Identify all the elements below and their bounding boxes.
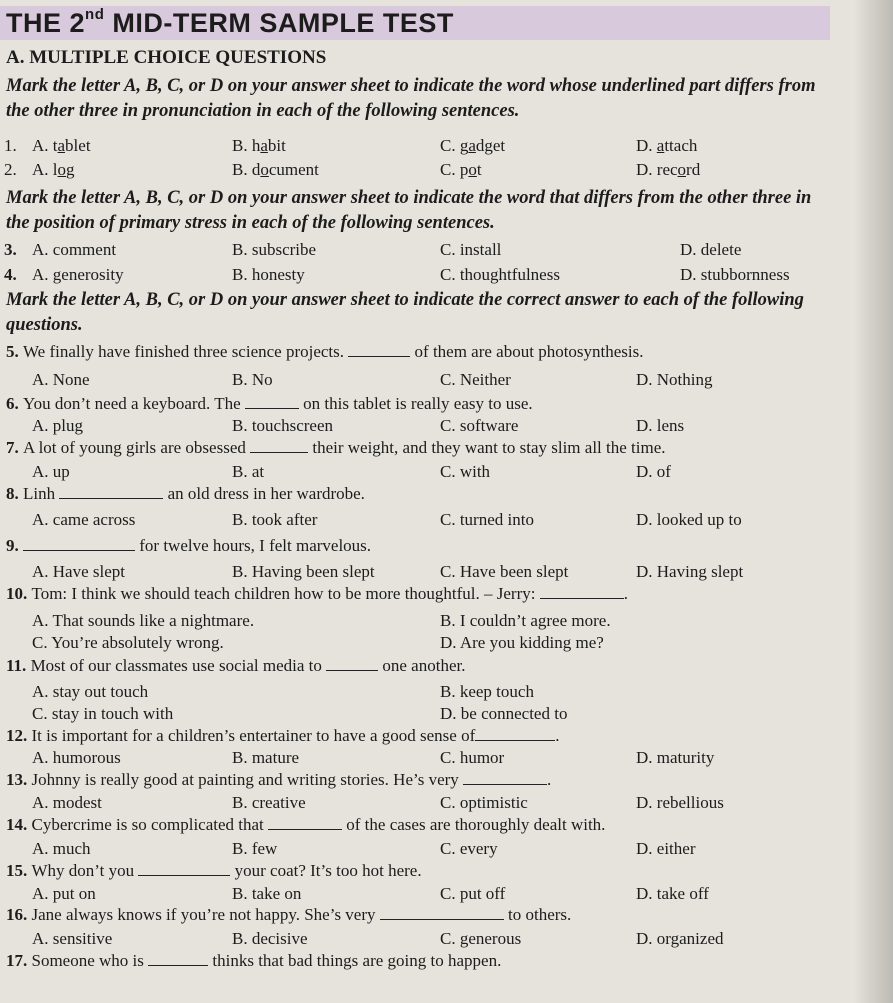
- answer-option: D. delete: [680, 240, 742, 259]
- answer-blank: [326, 656, 378, 671]
- answer-option: B. keep touch: [440, 682, 534, 701]
- question-stem: 8. Linh an old dress in her wardrobe.: [6, 484, 365, 503]
- answer-option: D. stubbornness: [680, 265, 790, 284]
- answer-option: C. optimistic: [440, 793, 528, 812]
- question-stem: 15. Why don’t you your coat? It’s too hot here.: [6, 861, 422, 880]
- instruction-pronunciation: Mark the letter A, B, C, or D on your answer sheet to indicate the word whose underlined part differs from the other three in pronunciation in each of the following sentences.: [6, 76, 816, 121]
- answer-option: B. subscribe: [232, 240, 317, 259]
- answer-option: B. No: [232, 370, 273, 389]
- answer-option: B. I couldn’t agree more.: [440, 611, 611, 630]
- answer-option: B. Having been slept: [232, 562, 375, 581]
- answer-blank: [23, 536, 135, 551]
- answer-option: B. at: [232, 462, 265, 481]
- question-number: 3.: [4, 240, 17, 259]
- answer-option: A. put on: [32, 884, 96, 903]
- answer-option: A. None: [32, 370, 90, 389]
- answer-option: A. tablet: [32, 136, 91, 155]
- title-superscript: nd: [85, 6, 105, 23]
- answer-option: D. maturity: [636, 748, 715, 767]
- answer-blank: [245, 394, 299, 409]
- answer-option: A. comment: [32, 240, 117, 259]
- answer-option: D. attach: [636, 136, 698, 155]
- answer-option: D. Are you kidding me?: [440, 633, 604, 652]
- question-stem: 6. You don’t need a keyboard. The on this tablet is really easy to use.: [6, 394, 533, 413]
- answer-option: C. thoughtfulness: [440, 265, 560, 284]
- answer-blank: [250, 438, 308, 453]
- answer-option: C. every: [440, 839, 498, 858]
- question-stem: 13. Johnny is really good at painting and writing stories. He’s very .: [6, 770, 552, 789]
- title-rest: MID-TERM SAMPLE TEST: [104, 8, 454, 38]
- answer-option: D. organized: [636, 929, 724, 948]
- question-stem: 14. Cybercrime is so complicated that of the cases are thoroughly dealt with.: [6, 815, 606, 834]
- test-title: [0, 6, 830, 40]
- answer-option: C. humor: [440, 748, 505, 767]
- answer-blank: [148, 951, 208, 966]
- answer-option: A. plug: [32, 416, 83, 435]
- answer-option: C. with: [440, 462, 491, 481]
- answer-option: C. generous: [440, 929, 522, 948]
- instruction-grammar: Mark the letter A, B, C, or D on your answer sheet to indicate the correct answer to each of the following questions.: [6, 290, 804, 335]
- title-text: THE 2: [6, 8, 86, 38]
- answer-option: B. few: [232, 839, 278, 858]
- answer-option: B. mature: [232, 748, 300, 767]
- answer-option: D. record: [636, 160, 701, 179]
- question-stem: 5. We finally have finished three science projects. of them are about photosynthesis.: [6, 342, 644, 361]
- answer-option: A. That sounds like a nightmare.: [32, 611, 255, 630]
- question-stem: 10. Tom: I think we should teach children how to be more thoughtful. – Jerry: .: [6, 584, 628, 603]
- answer-option: C. turned into: [440, 510, 534, 529]
- answer-blank: [540, 584, 624, 599]
- answer-option: D. either: [636, 839, 696, 858]
- answer-blank: [463, 770, 547, 785]
- answer-option: C. install: [440, 240, 502, 259]
- answer-option: D. lens: [636, 416, 685, 435]
- answer-option: A. log: [32, 160, 75, 179]
- answer-option: A. modest: [32, 793, 102, 812]
- answer-option: C. gadget: [440, 136, 506, 155]
- answer-option: C. put off: [440, 884, 506, 903]
- question-stem: 12. It is important for a children’s entertainer to have a good sense of .: [6, 726, 560, 745]
- answer-option: A. stay out touch: [32, 682, 149, 701]
- answer-blank: [380, 905, 504, 920]
- answer-option: A. Have slept: [32, 562, 126, 581]
- question-stem: 9. for twelve hours, I felt marvelous.: [6, 536, 372, 555]
- answer-option: A. sensitive: [32, 929, 113, 948]
- answer-option: C. You’re absolutely wrong.: [32, 633, 224, 652]
- question-stem: 17. Someone who is thinks that bad things are going to happen.: [6, 951, 502, 970]
- answer-option: A. humorous: [32, 748, 121, 767]
- page-shadow: [853, 0, 893, 1003]
- question-number: 2.: [4, 160, 17, 179]
- answer-option: B. document: [232, 160, 319, 179]
- question-stem: 11. Most of our classmates use social media to one another.: [6, 656, 466, 675]
- question-number: 4.: [4, 265, 17, 284]
- answer-option: D. take off: [636, 884, 709, 903]
- answer-option: D. rebellious: [636, 793, 724, 812]
- answer-option: C. stay in touch with: [32, 704, 174, 723]
- answer-option: A. came across: [32, 510, 136, 529]
- answer-option: A. up: [32, 462, 70, 481]
- answer-option: B. touchscreen: [232, 416, 334, 435]
- answer-option: A. generosity: [32, 265, 124, 284]
- instruction-stress: Mark the letter A, B, C, or D on your answer sheet to indicate the word that differs from the other three in the position of primary stress in each of the following sentences.: [6, 188, 812, 233]
- answer-option: D. be connected to: [440, 704, 568, 723]
- answer-option: D. Nothing: [636, 370, 713, 389]
- answer-blank: [475, 726, 555, 741]
- answer-option: D. looked up to: [636, 510, 742, 529]
- answer-option: B. decisive: [232, 929, 308, 948]
- answer-option: B. creative: [232, 793, 306, 812]
- answer-blank: [138, 861, 230, 876]
- answer-option: B. honesty: [232, 265, 305, 284]
- answer-option: A. much: [32, 839, 91, 858]
- answer-blank: [348, 342, 410, 357]
- answer-option: B. habit: [232, 136, 286, 155]
- question-stem: 16. Jane always knows if you’re not happy. She’s very to others.: [6, 905, 572, 924]
- answer-option: C. pot: [440, 160, 482, 179]
- answer-option: B. took after: [232, 510, 318, 529]
- answer-option: C. Neither: [440, 370, 511, 389]
- answer-blank: [268, 815, 342, 830]
- answer-option: D. of: [636, 462, 671, 481]
- answer-option: B. take on: [232, 884, 302, 903]
- answer-blank: [59, 484, 163, 499]
- answer-option: C. software: [440, 416, 519, 435]
- question-stem: 7. A lot of young girls are obsessed their weight, and they want to stay slim all the time.: [6, 438, 666, 457]
- answer-option: D. Having slept: [636, 562, 744, 581]
- answer-option: C. Have been slept: [440, 562, 569, 581]
- section-heading: A. MULTIPLE CHOICE QUESTIONS: [6, 47, 327, 68]
- question-number: 1.: [4, 136, 17, 155]
